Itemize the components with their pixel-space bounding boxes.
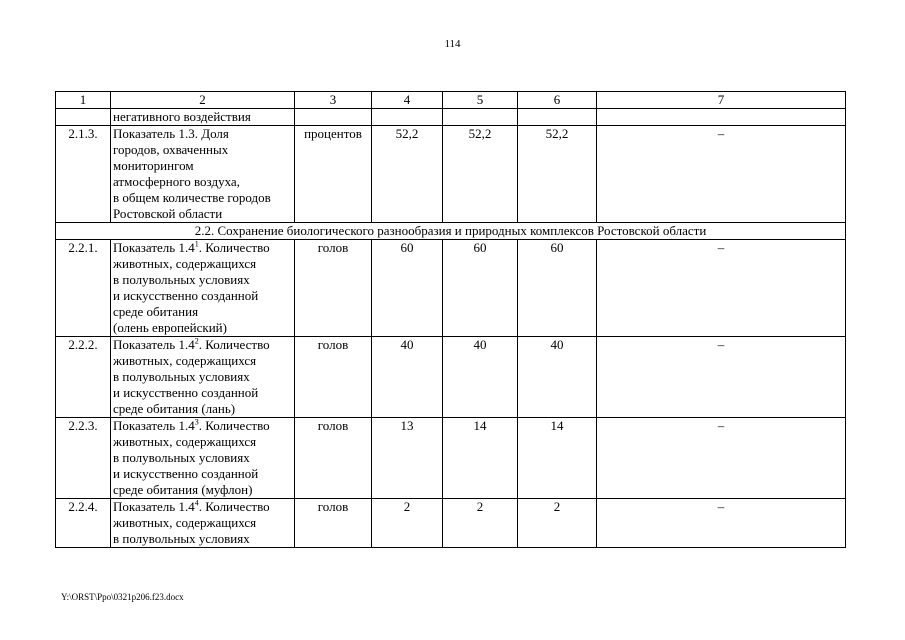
row-value-5: 52,2 — [443, 126, 518, 223]
row-unit: голов — [295, 337, 372, 418]
description-line — [113, 337, 292, 353]
row-description — [111, 240, 295, 337]
indicator-label-rest: . Количество — [198, 418, 270, 433]
description-line: и искусственно созданной — [113, 466, 259, 481]
description-line: мониторингом — [113, 158, 194, 173]
section-heading: 2.2. Сохранение биологического разнообразия и природных комплексов Ростовской области — [56, 223, 846, 240]
row-number: 2.2.3. — [56, 418, 111, 499]
table-row-2-2-4 — [56, 499, 846, 548]
row-note: – — [597, 499, 846, 548]
row-value-6: 14 — [518, 418, 597, 499]
row-unit: процентов — [295, 126, 372, 223]
header-cell-5: 5 — [443, 92, 518, 109]
row-value-6: 60 — [518, 240, 597, 337]
description-line: Показатель 1.3. Доля — [113, 126, 229, 141]
description-line: (олень европейский) — [113, 320, 227, 335]
row-unit: голов — [295, 418, 372, 499]
row-value-4 — [372, 109, 443, 126]
description-line — [113, 240, 292, 256]
header-cell-1: 1 — [56, 92, 111, 109]
page-number: 114 — [444, 38, 461, 50]
header-cell-2: 2 — [111, 92, 295, 109]
row-number: 2.2.1. — [56, 240, 111, 337]
row-value-6 — [518, 109, 597, 126]
description-line: в полувольных условиях — [113, 369, 250, 384]
row-note: – — [597, 126, 846, 223]
description-line: в полувольных условиях — [113, 272, 250, 287]
description-line — [113, 499, 292, 515]
table-row-2-1-3 — [56, 126, 846, 223]
description-line: и искусственно созданной — [113, 288, 259, 303]
indicator-superscript: 1 — [194, 239, 199, 249]
row-value-4: 52,2 — [372, 126, 443, 223]
row-value-5: 2 — [443, 499, 518, 548]
description-line: атмосферного воздуха, — [113, 174, 240, 189]
row-value-4: 2 — [372, 499, 443, 548]
row-number — [56, 109, 111, 126]
table-row-2-2-1 — [56, 240, 846, 337]
row-note: – — [597, 240, 846, 337]
description-line: среде обитания (муфлон) — [113, 482, 253, 497]
footer-file-path: Y:\ORST\Ppo\0321p206.f23.docx — [61, 592, 184, 602]
header-cell-3: 3 — [295, 92, 372, 109]
row-number: 2.2.2. — [56, 337, 111, 418]
row-value-5: 40 — [443, 337, 518, 418]
description-line: городов, охваченных — [113, 142, 229, 157]
description-line: и искусственно созданной — [113, 385, 259, 400]
table-row-2-2-2 — [56, 337, 846, 418]
description-line — [113, 418, 292, 434]
indicator-label-rest: . Количество — [198, 240, 270, 255]
indicator-label: Показатель 1.4 — [113, 418, 195, 433]
row-value-6: 2 — [518, 499, 597, 548]
description-line: среде обитания (лань) — [113, 401, 236, 416]
row-description — [111, 418, 295, 499]
indicator-label-rest: . Количество — [198, 499, 270, 514]
header-cell-7: 7 — [597, 92, 846, 109]
description-line: животных, содержащихся — [113, 256, 257, 271]
description-line: животных, содержащихся — [113, 434, 257, 449]
table-row-2-2-3 — [56, 418, 846, 499]
description-line: в общем количестве городов — [113, 190, 271, 205]
row-value-4: 13 — [372, 418, 443, 499]
row-description — [111, 337, 295, 418]
indicator-superscript: 2 — [194, 336, 199, 346]
row-number: 2.1.3. — [56, 126, 111, 223]
description-line: Ростовской области — [113, 206, 223, 221]
indicator-label-rest: . Количество — [198, 337, 270, 352]
table-header-row — [56, 92, 846, 109]
table-row-continuation — [56, 109, 846, 126]
row-description — [111, 499, 295, 548]
indicator-label: Показатель 1.4 — [113, 337, 195, 352]
row-note: – — [597, 337, 846, 418]
row-description — [111, 126, 295, 223]
row-number: 2.2.4. — [56, 499, 111, 548]
description-line: в полувольных условиях — [113, 531, 250, 546]
indicator-label: Показатель 1.4 — [113, 240, 195, 255]
header-cell-6: 6 — [518, 92, 597, 109]
description-line: животных, содержащихся — [113, 515, 257, 530]
indicator-superscript: 4 — [194, 498, 199, 508]
row-description: негативного воздействия — [111, 109, 295, 126]
row-value-6: 52,2 — [518, 126, 597, 223]
row-value-6: 40 — [518, 337, 597, 418]
description-line: в полувольных условиях — [113, 450, 250, 465]
indicator-label: Показатель 1.4 — [113, 499, 195, 514]
section-row-2-2 — [56, 223, 846, 240]
description-line: среде обитания — [113, 304, 199, 319]
row-unit: голов — [295, 240, 372, 337]
indicators-table — [55, 91, 846, 548]
indicator-superscript: 3 — [194, 417, 199, 427]
row-unit: голов — [295, 499, 372, 548]
row-value-5: 14 — [443, 418, 518, 499]
row-value-4: 40 — [372, 337, 443, 418]
description-line: животных, содержащихся — [113, 353, 257, 368]
row-unit — [295, 109, 372, 126]
row-value-5 — [443, 109, 518, 126]
row-note — [597, 109, 846, 126]
row-note: – — [597, 418, 846, 499]
row-value-5: 60 — [443, 240, 518, 337]
header-cell-4: 4 — [372, 92, 443, 109]
row-value-4: 60 — [372, 240, 443, 337]
